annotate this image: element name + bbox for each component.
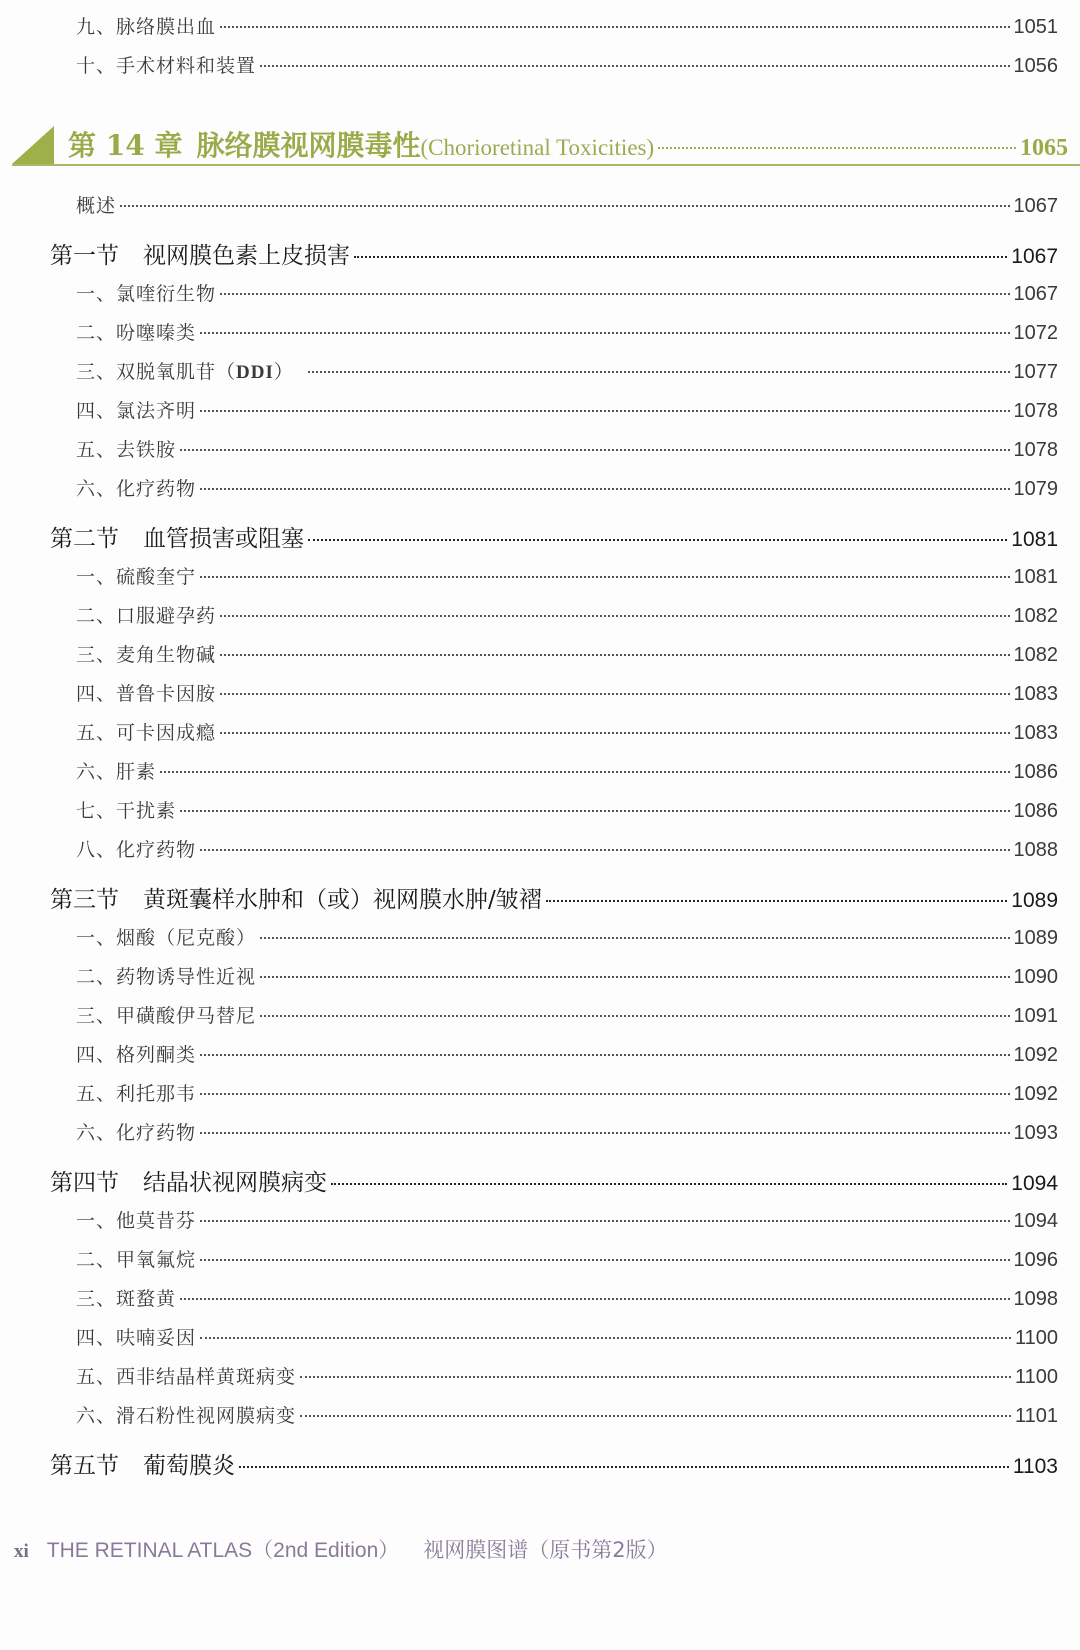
dot-leader bbox=[220, 732, 1009, 734]
section-title: 结晶状视网膜病变 bbox=[143, 1170, 327, 1196]
section-label bbox=[50, 237, 350, 270]
chapter-rule bbox=[12, 164, 1080, 166]
section-label bbox=[50, 881, 542, 914]
dot-leader bbox=[220, 26, 1009, 28]
book-title-cn: 视网膜图谱（原书第2版） bbox=[423, 1538, 668, 1562]
section-title: 黄斑囊样水肿和（或）视网膜水肿/皱褶 bbox=[143, 887, 542, 913]
dot-leader bbox=[308, 371, 1010, 373]
dot-leader bbox=[546, 900, 1008, 902]
chapter-triangle-marker-icon bbox=[12, 126, 54, 164]
entry-page: 1079 bbox=[1013, 478, 1058, 500]
book-title-en: THE RETINAL ATLAS（2nd Edition） bbox=[46, 1539, 400, 1562]
entry-page: 1101 bbox=[1014, 1405, 1058, 1427]
dot-leader bbox=[200, 1220, 1009, 1222]
toc-entry-overview[interactable] bbox=[76, 191, 1058, 218]
dot-leader bbox=[220, 654, 1009, 656]
entry-label: 六、滑石粉性视网膜病变 bbox=[76, 1405, 297, 1427]
dot-leader bbox=[120, 205, 1009, 207]
chapter-page: 1065 bbox=[1020, 135, 1068, 161]
entry-page: 1082 bbox=[1013, 605, 1058, 627]
toc-entry[interactable] bbox=[76, 318, 1058, 345]
toc-section-3[interactable] bbox=[50, 881, 1058, 914]
entry-page: 1077 bbox=[1013, 361, 1058, 383]
entry-page: 1051 bbox=[1013, 16, 1058, 38]
toc-entry[interactable] bbox=[76, 923, 1058, 950]
toc-entry[interactable] bbox=[76, 357, 1058, 384]
entry-page: 1056 bbox=[1013, 55, 1058, 77]
entry-label: 二、吩噻嗪类 bbox=[76, 322, 197, 344]
entry-label: 六、化疗药物 bbox=[76, 1122, 197, 1144]
entry-label: 四、普鲁卡因胺 bbox=[76, 683, 217, 705]
entry-page: 1088 bbox=[1013, 839, 1058, 861]
chapter-heading[interactable] bbox=[12, 122, 1080, 170]
entry-page: 1082 bbox=[1013, 644, 1058, 666]
entry-page: 1086 bbox=[1013, 800, 1058, 822]
entry-label: 五、利托那韦 bbox=[76, 1083, 197, 1105]
toc-section-2[interactable] bbox=[50, 520, 1058, 553]
entry-label: 五、西非结晶样黄斑病变 bbox=[76, 1366, 297, 1388]
toc-entry[interactable] bbox=[76, 51, 1058, 78]
dot-leader bbox=[220, 693, 1009, 695]
dot-leader bbox=[200, 332, 1009, 334]
entry-label: 一、他莫昔芬 bbox=[76, 1210, 197, 1232]
section-number: 第一节 bbox=[50, 243, 119, 269]
entry-page: 1093 bbox=[1013, 1122, 1058, 1144]
dot-leader bbox=[200, 1337, 1011, 1339]
entry-label: 二、甲氧氟烷 bbox=[76, 1249, 197, 1271]
entry-page: 1089 bbox=[1013, 927, 1058, 949]
section-label bbox=[50, 520, 304, 553]
entry-label: 四、格列酮类 bbox=[76, 1044, 197, 1066]
entry-label: 五、可卡因成瘾 bbox=[76, 722, 217, 744]
dot-leader bbox=[260, 65, 1009, 67]
entry-label: 一、烟酸（尼克酸） bbox=[76, 927, 257, 949]
entry-label: 六、肝素 bbox=[76, 761, 157, 783]
entry-page: 1094 bbox=[1013, 1210, 1058, 1232]
entry-label-abbr: DDI bbox=[236, 362, 274, 383]
section-title: 视网膜色素上皮损害 bbox=[143, 243, 350, 269]
chapter-title-text: 脉络膜视网膜毒性 bbox=[196, 129, 421, 162]
entry-label: 七、干扰素 bbox=[76, 800, 177, 822]
toc-entry[interactable] bbox=[76, 1118, 1058, 1145]
entry-label-suffix: ） bbox=[273, 361, 294, 383]
entry-label bbox=[76, 357, 294, 384]
toc-entry[interactable] bbox=[76, 1362, 1058, 1389]
toc-entry[interactable] bbox=[76, 1401, 1058, 1428]
dot-leader bbox=[200, 410, 1009, 412]
toc-entry[interactable] bbox=[76, 1323, 1058, 1350]
entry-label: 二、口服避孕药 bbox=[76, 605, 217, 627]
toc-entry[interactable] bbox=[76, 1206, 1058, 1233]
section-page: 1081 bbox=[1011, 528, 1058, 551]
entry-label: 六、化疗药物 bbox=[76, 478, 197, 500]
entry-label: 十、手术材料和装置 bbox=[76, 55, 257, 77]
entry-label: 一、氯喹衍生物 bbox=[76, 283, 217, 305]
dot-leader bbox=[260, 1015, 1009, 1017]
section-number: 第五节 bbox=[50, 1453, 119, 1479]
entry-page: 1100 bbox=[1014, 1327, 1058, 1349]
entry-page: 1083 bbox=[1013, 722, 1058, 744]
entry-label: 四、呋喃妥因 bbox=[76, 1327, 197, 1349]
dot-leader bbox=[180, 810, 1009, 812]
page-footer bbox=[14, 1534, 668, 1564]
dot-leader bbox=[180, 1298, 1009, 1300]
entry-page: 1078 bbox=[1013, 439, 1058, 461]
dot-leader bbox=[220, 293, 1009, 295]
entry-label: 三、麦角生物碱 bbox=[76, 644, 217, 666]
toc-entry[interactable] bbox=[76, 396, 1058, 423]
entry-label-cn: 三、双脱氧肌苷（ bbox=[76, 361, 237, 383]
entry-page: 1092 bbox=[1013, 1083, 1058, 1105]
entry-label: 三、甲磺酸伊马替尼 bbox=[76, 1005, 257, 1027]
dot-leader bbox=[180, 449, 1009, 451]
dot-leader bbox=[200, 849, 1009, 851]
toc-entry[interactable] bbox=[76, 1284, 1058, 1311]
toc-entry[interactable] bbox=[76, 718, 1058, 745]
dot-leader bbox=[200, 488, 1009, 490]
section-page: 1067 bbox=[1011, 245, 1058, 268]
toc-entry[interactable] bbox=[76, 435, 1058, 462]
dot-leader bbox=[200, 576, 1009, 578]
entry-label: 四、氯法齐明 bbox=[76, 400, 197, 422]
toc-entry[interactable] bbox=[76, 474, 1058, 501]
section-number: 第二节 bbox=[50, 526, 119, 552]
toc-entry[interactable] bbox=[76, 1040, 1058, 1067]
entry-label: 五、去铁胺 bbox=[76, 439, 177, 461]
section-page: 1103 bbox=[1012, 1455, 1058, 1478]
entry-label: 三、斑蝥黄 bbox=[76, 1288, 177, 1310]
section-page: 1089 bbox=[1011, 889, 1058, 912]
dot-leader bbox=[260, 976, 1009, 978]
dot-leader bbox=[260, 937, 1009, 939]
entry-page: 1100 bbox=[1014, 1366, 1058, 1388]
entry-page: 1081 bbox=[1013, 566, 1058, 588]
entry-page: 1067 bbox=[1013, 283, 1058, 305]
toc-entry[interactable] bbox=[76, 562, 1058, 589]
section-number: 第三节 bbox=[50, 887, 119, 913]
toc-section-1[interactable] bbox=[50, 237, 1058, 270]
section-number: 第四节 bbox=[50, 1170, 119, 1196]
toc-entry[interactable] bbox=[76, 679, 1058, 706]
dot-leader bbox=[308, 539, 1007, 541]
entry-label: 八、化疗药物 bbox=[76, 839, 197, 861]
section-title: 葡萄膜炎 bbox=[143, 1453, 235, 1479]
entry-page: 1096 bbox=[1013, 1249, 1058, 1271]
toc-entry[interactable] bbox=[76, 1245, 1058, 1272]
toc-entry[interactable] bbox=[76, 757, 1058, 784]
entry-page: 1098 bbox=[1013, 1288, 1058, 1310]
entry-label: 概述 bbox=[76, 195, 117, 217]
toc-entry[interactable] bbox=[76, 835, 1058, 862]
entry-page: 1067 bbox=[1013, 195, 1058, 217]
entry-label: 一、硫酸奎宁 bbox=[76, 566, 197, 588]
toc-entry[interactable] bbox=[76, 1001, 1058, 1028]
section-label bbox=[50, 1447, 235, 1480]
section-title: 血管损害或阻塞 bbox=[143, 526, 304, 552]
dot-leader bbox=[658, 147, 1016, 149]
toc-entry[interactable] bbox=[76, 640, 1058, 667]
dot-leader bbox=[354, 256, 1007, 258]
section-page: 1094 bbox=[1011, 1172, 1058, 1195]
entry-page: 1078 bbox=[1013, 400, 1058, 422]
section-label bbox=[50, 1164, 327, 1197]
entry-page: 1090 bbox=[1013, 966, 1058, 988]
toc-entry[interactable] bbox=[76, 1079, 1058, 1106]
toc-entry[interactable] bbox=[76, 796, 1058, 823]
entry-page: 1092 bbox=[1013, 1044, 1058, 1066]
entry-page: 1072 bbox=[1013, 322, 1058, 344]
chapter-title-cn bbox=[68, 124, 420, 164]
toc-section-5[interactable] bbox=[50, 1447, 1058, 1480]
entry-label: 二、药物诱导性近视 bbox=[76, 966, 257, 988]
dot-leader bbox=[300, 1415, 1011, 1417]
toc-entry[interactable] bbox=[76, 12, 1058, 39]
dot-leader bbox=[200, 1132, 1009, 1134]
entry-page: 1091 bbox=[1013, 1005, 1058, 1027]
dot-leader bbox=[331, 1183, 1007, 1185]
dot-leader bbox=[200, 1259, 1009, 1261]
dot-leader bbox=[200, 1054, 1009, 1056]
dot-leader bbox=[160, 771, 1009, 773]
chapter-title-en: (Chorioretinal Toxicities) bbox=[420, 135, 655, 160]
toc-entry[interactable] bbox=[76, 601, 1058, 628]
dot-leader bbox=[300, 1376, 1011, 1378]
toc-section-4[interactable] bbox=[50, 1164, 1058, 1197]
entry-page: 1086 bbox=[1013, 761, 1058, 783]
folio-number: xi bbox=[14, 1541, 29, 1562]
entry-label: 九、脉络膜出血 bbox=[76, 16, 217, 38]
dot-leader bbox=[239, 1466, 1009, 1468]
toc-entry[interactable] bbox=[76, 962, 1058, 989]
chapter-number: 第 14 章 bbox=[68, 129, 183, 162]
dot-leader bbox=[220, 615, 1009, 617]
entry-page: 1083 bbox=[1013, 683, 1058, 705]
dot-leader bbox=[200, 1093, 1009, 1095]
toc-entry[interactable] bbox=[76, 279, 1058, 306]
